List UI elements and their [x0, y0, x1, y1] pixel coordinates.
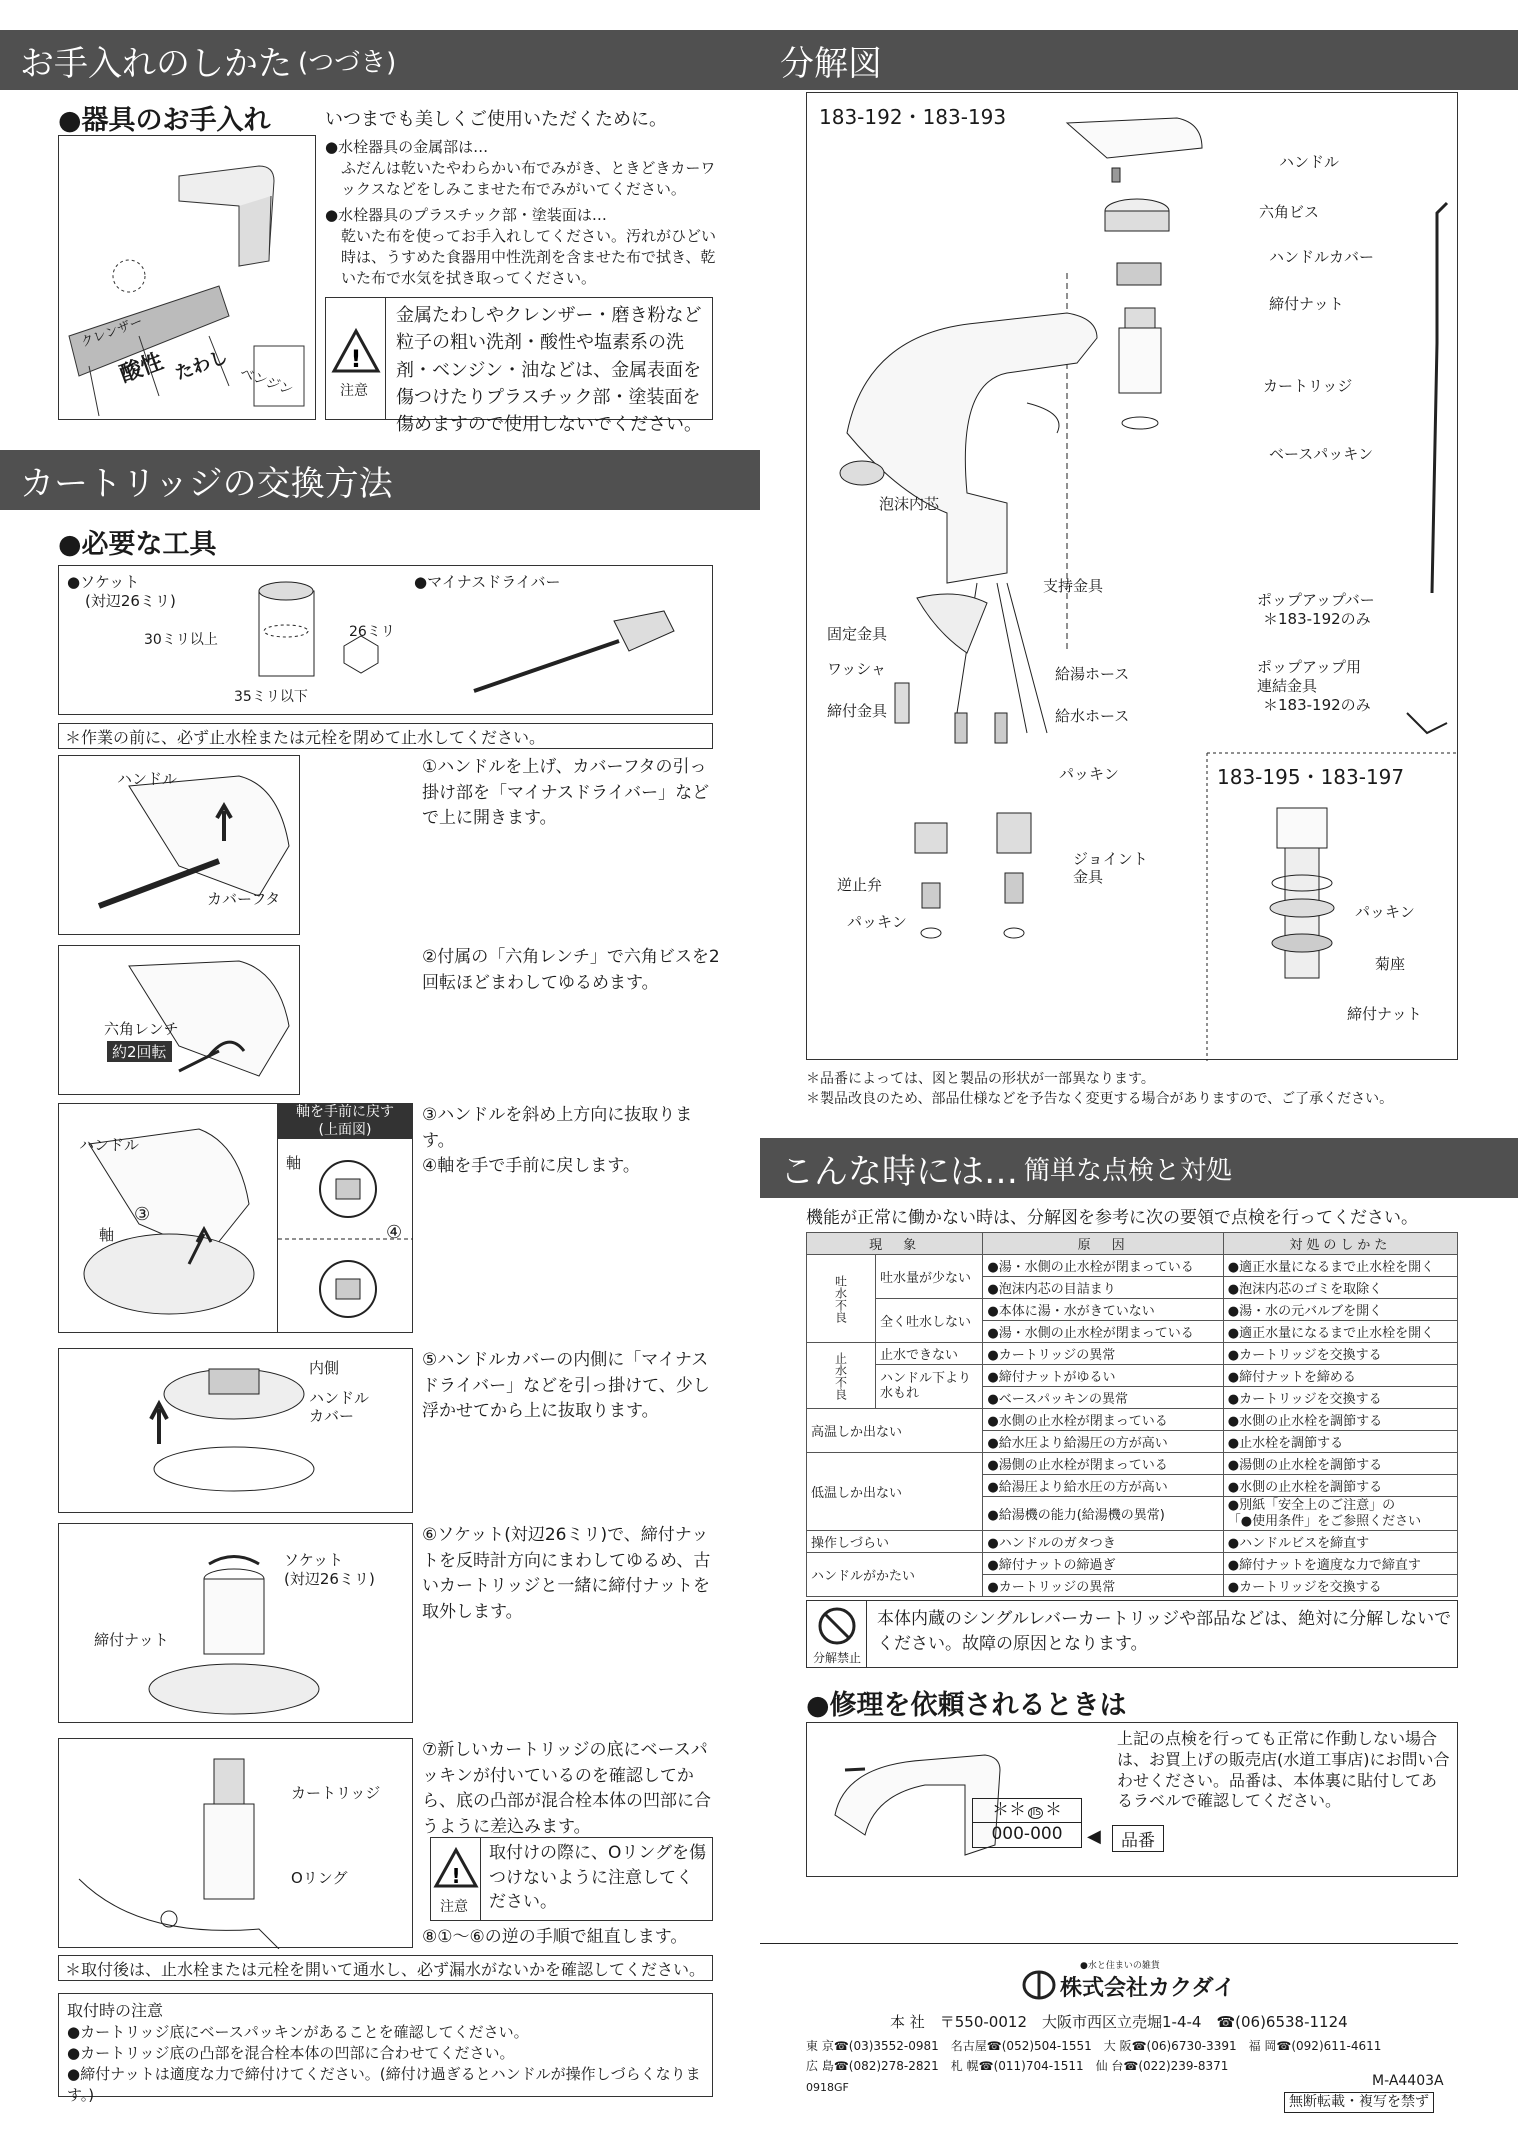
- socket-size: (対辺26ミリ): [85, 592, 176, 610]
- footer-rule: [760, 1943, 1458, 1944]
- exploded-note-2: ＊製品改良のため、部品仕様などを予告なく変更する場合がありますので、ご了承ください。: [806, 1091, 1394, 1107]
- sym-9: 低温しか出ない: [807, 1453, 983, 1531]
- doc-code: M-A4403A: [1372, 2073, 1444, 2089]
- svg-text:!: !: [350, 345, 362, 373]
- step8-text: ⑧①～⑥の逆の手順で組直します。: [422, 1927, 688, 1947]
- cartridge-title: カートリッジの交換方法: [20, 463, 393, 504]
- models-a: 183-192・183-193: [819, 105, 1007, 129]
- print-code: 0918GF: [806, 2081, 849, 2094]
- part-joint-fitting: 金具: [1073, 868, 1104, 886]
- product-label-top: [973, 1799, 1081, 1822]
- step5-label-cover: カバー: [309, 1407, 355, 1425]
- trouble-table: [806, 1232, 1458, 1597]
- cause-1: ●泡沫内芯の目詰まり: [983, 1277, 1223, 1299]
- plastic-care: [325, 205, 720, 289]
- step3-topview-num4: ④: [386, 1222, 403, 1243]
- fix-4: ●カートリッジを交換する: [1223, 1343, 1457, 1365]
- part-check-valve: 逆止弁: [837, 876, 883, 894]
- driver-label: ●マイナスドライバー: [414, 573, 561, 591]
- fix-0: ●適正水量になるまで止水栓を開く: [1223, 1255, 1457, 1277]
- step7-label-oring: Oリング: [291, 1869, 348, 1887]
- care-warning-box: [325, 297, 713, 436]
- exploded-note-1: ＊品番によっては、図と製品の形状が一部異なります。: [806, 1071, 1155, 1087]
- plastic-care-body: 乾いた布を使ってお手入れしてください。汚れがひどい時は、うすめた食器用中性洗剤を含ませた布で拭き、乾いた布で水気を拭き取ってください。: [341, 227, 717, 287]
- metal-care-body: ふだんは乾いたやわらかい布でみがき、ときどきカーワックスなどをしみこませた布でみがいてください。: [341, 159, 716, 198]
- part-base-packing: ベースパッキン: [1269, 445, 1374, 463]
- fix-9: ●湯側の止水栓を調節する: [1223, 1453, 1457, 1475]
- step7-caution-text: 取付けの際に、Oリングを傷つけないように注意してください。: [489, 1843, 707, 1913]
- jis-mark: JIS: [1029, 1808, 1042, 1818]
- part-b-washer: 菊座: [1375, 955, 1406, 973]
- product-label-star: ＊: [1045, 1800, 1063, 1820]
- exploded-diagram: [806, 92, 1458, 1060]
- logo-mark-icon: [1022, 1970, 1056, 2000]
- care-warning-text: 金属たわしやクレンザー・磨き粉など粒子の粗い洗剤・酸性や塩素系の洗剤・ベンジン・油などは、金属表面を傷つけたりプラスチック部・塗装面を傷めますので使用しないでください。: [396, 305, 702, 436]
- prohibit-label: 分解禁止: [813, 1651, 862, 1665]
- part-tightening: 締付金具: [827, 702, 888, 720]
- step7-label-cartridge: カートリッジ: [291, 1784, 381, 1802]
- step3-topview-axis: 軸: [286, 1154, 302, 1172]
- care-intro: いつまでも美しくご使用いただくために。: [325, 109, 667, 130]
- care-title-band: [0, 30, 760, 90]
- part-packing: パッキン: [1059, 765, 1119, 783]
- ill-label-cleanser: クレンザー: [79, 314, 145, 351]
- part-joint: ジョイント: [1073, 850, 1148, 868]
- install-note-2: ●カートリッジ底の凸部を混合栓本体の凹部に合わせてください。: [67, 2044, 515, 2063]
- fix-2: ●湯・水の元バルブを開く: [1223, 1299, 1457, 1321]
- product-label-stars: ＊＊: [991, 1800, 1026, 1820]
- cause-14: ●カートリッジの異常: [983, 1575, 1223, 1597]
- company-logo: [1022, 1958, 1242, 2006]
- part-hex-screw: 六角ビス: [1259, 203, 1320, 221]
- th-fix: 対処のしかた: [1223, 1233, 1457, 1255]
- step3-text-b: ④軸を手で手前に戻します。: [422, 1156, 640, 1176]
- popup-link: ポップアップ用: [1257, 658, 1361, 676]
- fix-3: ●適正水量になるまで止水栓を開く: [1223, 1321, 1457, 1343]
- fix-11: [1223, 1497, 1457, 1531]
- part-packing-2: パッキン: [847, 913, 907, 931]
- cause-7: ●水側の止水栓が閉まっている: [983, 1409, 1223, 1431]
- sym-5: [876, 1365, 983, 1409]
- part-aerator: 泡沫内芯: [879, 495, 940, 513]
- step6-label-size: (対辺26ミリ): [284, 1570, 375, 1588]
- step3-label-axis: 軸: [99, 1226, 115, 1244]
- trouble-title-band: [760, 1138, 1518, 1198]
- fix-6: ●カートリッジを交換する: [1223, 1387, 1457, 1409]
- step6-label-socket: ソケット: [284, 1551, 344, 1569]
- trouble-intro: 機能が正常に働かない時は、分解図を参考に次の要領で点検を行ってください。: [806, 1208, 1418, 1228]
- cause-2: ●本体に湯・水がきていない: [983, 1299, 1223, 1321]
- popup-bar-note: ＊183-192のみ: [1263, 610, 1371, 628]
- fix-1: ●泡沫内芯のゴミを取除く: [1223, 1277, 1457, 1299]
- step2-label-wrench: 六角レンチ: [104, 1020, 179, 1038]
- part-b-packing: パッキン: [1355, 903, 1415, 921]
- post-work-note: ＊取付後は、止水栓または元栓を開いて通水し、必ず漏水がないかを確認してください。: [58, 1955, 713, 1981]
- part-nut: 締付ナット: [1269, 295, 1344, 313]
- group-stop: 止水不良: [807, 1343, 876, 1409]
- fix-13: ●締付ナットを適度な力で締直す: [1223, 1553, 1457, 1575]
- cause-6: ●ベースパッキンの異常: [983, 1387, 1223, 1409]
- part-fixing: 固定金具: [827, 625, 888, 643]
- cause-13: ●締付ナットの締過ぎ: [983, 1553, 1223, 1575]
- exploded-title-band: [760, 30, 1518, 90]
- step7-text: ⑦新しいカートリッジの底にベースパッキンが付いているのを確認してから、底の凸部が混合栓本体の凹部に合うように差込みます。: [422, 1740, 711, 1837]
- metal-care: [325, 137, 720, 200]
- company-tagline: ●水と住まいの雑貨: [1080, 1961, 1160, 1971]
- sym-5-line1: ハンドル下より: [880, 1370, 972, 1386]
- hinban-label: 品番: [1112, 1825, 1164, 1852]
- metal-care-head: ●水栓器具の金属部は…: [325, 138, 489, 156]
- cause-5: ●締付ナットがゆるい: [983, 1365, 1223, 1387]
- prohibit-icon: [807, 1604, 867, 1649]
- sym-13: ハンドルがかたい: [807, 1553, 983, 1597]
- ill-label-acid: 酸性: [116, 349, 167, 388]
- part-support: 支持金具: [1043, 577, 1104, 595]
- step1-label-cover: カバーフタ: [207, 890, 281, 908]
- svg-text:!: !: [451, 1864, 461, 1888]
- models-b: 183-195・183-197: [1217, 765, 1405, 789]
- step5-label-inside: 内側: [309, 1359, 340, 1377]
- step7-caution-label: 注意: [440, 1899, 468, 1915]
- cause-9: ●湯側の止水栓が閉まっている: [983, 1453, 1223, 1475]
- fixture-heading: ●器具のお手入れ: [58, 105, 271, 136]
- step1-image: [58, 755, 300, 935]
- tools-heading: ●必要な工具: [58, 529, 217, 560]
- install-note-1: ●カートリッジ底にベースパッキンがあることを確認してください。: [67, 2023, 529, 2042]
- repair-heading: ●修理を依頼されるときは: [806, 1690, 1127, 1721]
- trouble-title-sub: 簡単な点検と対処: [1024, 1155, 1233, 1186]
- ill-label-scrubber: たわし: [172, 346, 231, 385]
- pre-work-note: ＊作業の前に、必ず止水栓または元栓を閉めて止水してください。: [58, 723, 713, 749]
- install-note-3: ●締付ナットは適度な力で締付けてください。(締付け過ぎるとハンドルが操作しづらくなります。): [67, 2065, 701, 2105]
- cause-0: ●湯・水側の止水栓が閉まっている: [983, 1255, 1223, 1277]
- care-warning-label: 注意: [340, 383, 368, 399]
- step2-image: [58, 945, 300, 1095]
- step3-image: [58, 1103, 413, 1333]
- fix-12: ●ハンドルビスを締直す: [1223, 1531, 1457, 1553]
- step7-caution-icon: [431, 1838, 481, 1920]
- cartridge-title-band: [0, 450, 760, 510]
- exploded-title: 分解図: [780, 43, 882, 84]
- dim-35: 35ミリ以下: [234, 689, 308, 705]
- sym-4: 止水できない: [876, 1343, 983, 1365]
- socket-label: ●ソケット: [67, 573, 140, 591]
- company-hq: 本 社 〒550-0012 大阪市西区立売堀1-4-4 ☎(06)6538-1124: [890, 2013, 1348, 2031]
- step3-topview-head: [278, 1104, 412, 1139]
- arrow-icon: ◀: [1087, 1826, 1101, 1847]
- sym-5-line2: 水もれ: [880, 1385, 920, 1401]
- care-title: お手入れのしかた: [20, 43, 292, 84]
- fix-11-line2: 「●使用条件」をご参照ください: [1227, 1513, 1422, 1529]
- repair-body: 上記の点検を行っても正常に作動しない場合は、お買上げの販売店(水道工事店)にお問い合わせください。品番は、本体裏に貼付してあるラベルで確認してください。: [1117, 1729, 1450, 1811]
- care-illustration: [58, 135, 316, 420]
- step3-text: [422, 1103, 722, 1180]
- part-handle-cover: ハンドルカバー: [1269, 248, 1375, 266]
- step1-text: ①ハンドルを上げ、カバーフタの引っ掛け部を「マイナスドライバー」などで上に開きます。: [422, 757, 710, 828]
- step3-text-a: ③ハンドルを斜め上方向に抜取ります。: [422, 1105, 693, 1151]
- fix-8: ●止水栓を調節する: [1223, 1431, 1457, 1453]
- step1-label-handle: ハンドル: [117, 770, 178, 788]
- step7-caution: [430, 1837, 713, 1921]
- popup-bar: ポップアップバー: [1257, 591, 1375, 609]
- part-cartridge: カートリッジ: [1263, 377, 1353, 395]
- step2-label-turns: 約2回転: [107, 1041, 172, 1062]
- step6-image: [58, 1523, 413, 1723]
- trouble-title: こんな時には…: [780, 1151, 1018, 1192]
- step3-topview-sub: (上面図): [318, 1121, 372, 1138]
- cause-4: ●カートリッジの異常: [983, 1343, 1223, 1365]
- sym-2: 全く吐水しない: [876, 1299, 983, 1343]
- company-name: 株式会社カクダイ: [1060, 1976, 1236, 2001]
- fix-11-line1: ●別紙「安全上のご注意」の: [1227, 1498, 1396, 1513]
- product-label: [972, 1798, 1082, 1848]
- plastic-care-head: ●水栓器具のプラスチック部・塗装面は…: [325, 206, 607, 224]
- step6-label-nut: 締付ナット: [94, 1631, 169, 1649]
- th-cause: 原 因: [983, 1233, 1223, 1255]
- part-b-nut: 締付ナット: [1347, 1005, 1422, 1023]
- cause-3: ●湯・水側の止水栓が閉まっている: [983, 1321, 1223, 1343]
- install-notes-title: 取付時の注意: [67, 2001, 164, 2020]
- part-handle: ハンドル: [1279, 153, 1340, 171]
- step3-label-handle: ハンドル: [79, 1136, 140, 1154]
- fix-10: ●水側の止水栓を調節する: [1223, 1475, 1457, 1497]
- step5-image: [58, 1348, 413, 1513]
- product-label-num: 000-000: [973, 1822, 1081, 1846]
- group-discharge: 吐水不良: [807, 1255, 876, 1343]
- cause-8: ●給水圧より給湯圧の方が高い: [983, 1431, 1223, 1453]
- step3-topview-title: 軸を手前に戻す: [296, 1104, 394, 1120]
- popup-link-2: 連結金具: [1257, 677, 1318, 695]
- cause-11: ●給湯機の能力(給湯機の異常): [983, 1497, 1223, 1531]
- ill-label-benzine: ベンジン: [237, 364, 296, 399]
- copyright-notice: 無断転載・複写を禁ず: [1284, 2092, 1434, 2113]
- prohibit-text: 本体内蔵のシングルレバーカートリッジや部品などは、絶対に分解しないでください。故障の原因となります。: [877, 1609, 1452, 1654]
- care-title-sub: (つづき): [298, 47, 397, 78]
- prohibit-icon-cell: [807, 1601, 867, 1667]
- install-notes: [58, 1993, 713, 2105]
- company-branches-2: 広 島☎(082)278-2821 札 幌☎(011)704-1511 仙 台☎(022)239-8371: [806, 2059, 1229, 2073]
- step5-label-handle: ハンドル: [309, 1389, 370, 1407]
- step3-topview: [277, 1104, 412, 1332]
- part-washer: ワッシャ: [827, 660, 886, 678]
- fix-14: ●カートリッジを交換する: [1223, 1575, 1457, 1597]
- step2-text: ②付属の「六角レンチ」で六角ビスを2回転ほどまわしてゆるめます。: [422, 947, 720, 993]
- cause-12: ●ハンドルのガタつき: [983, 1531, 1223, 1553]
- th-symptom: 現 象: [807, 1233, 983, 1255]
- sym-12: 操作しづらい: [807, 1531, 983, 1553]
- sym-0: 吐水量が少ない: [876, 1255, 983, 1299]
- screwdriver-icon: [434, 606, 694, 706]
- part-hot-hose: 給湯ホース: [1055, 665, 1130, 683]
- care-warning-icon-cell: [326, 298, 386, 419]
- step6-text: ⑥ソケット(対辺26ミリ)で、締付ナットを反時計方向にまわしてゆるめ、古いカートリッジと一緒に締付ナットを取外します。: [422, 1525, 711, 1622]
- step3-label-num3: ③: [134, 1204, 151, 1225]
- prohibit-box: [806, 1600, 1458, 1668]
- fix-5: ●締付ナットを締める: [1223, 1365, 1457, 1387]
- fix-7: ●水側の止水栓を調節する: [1223, 1409, 1457, 1431]
- part-cold-hose: 給水ホース: [1055, 707, 1130, 725]
- popup-link-note: ＊183-192のみ: [1263, 696, 1371, 714]
- company-branches-1: 東 京☎(03)3552-0981 名古屋☎(052)504-1551 大 阪☎(06)6730-3391 福 岡☎(092)611-4611: [806, 2039, 1382, 2053]
- step5-text: ⑤ハンドルカバーの内側に「マイナスドライバー」などを引っ掛けて、少し浮かせてから上に抜取ります。: [422, 1350, 710, 1421]
- sym-7: 高温しか出ない: [807, 1409, 983, 1453]
- dim-26: 26ミリ: [349, 624, 395, 640]
- step7-image: [58, 1738, 413, 1948]
- cause-10: ●給湯圧より給水圧の方が高い: [983, 1475, 1223, 1497]
- tools-box: [58, 565, 713, 715]
- repair-box: [806, 1722, 1458, 1877]
- dim-30: 30ミリ以上: [144, 632, 218, 648]
